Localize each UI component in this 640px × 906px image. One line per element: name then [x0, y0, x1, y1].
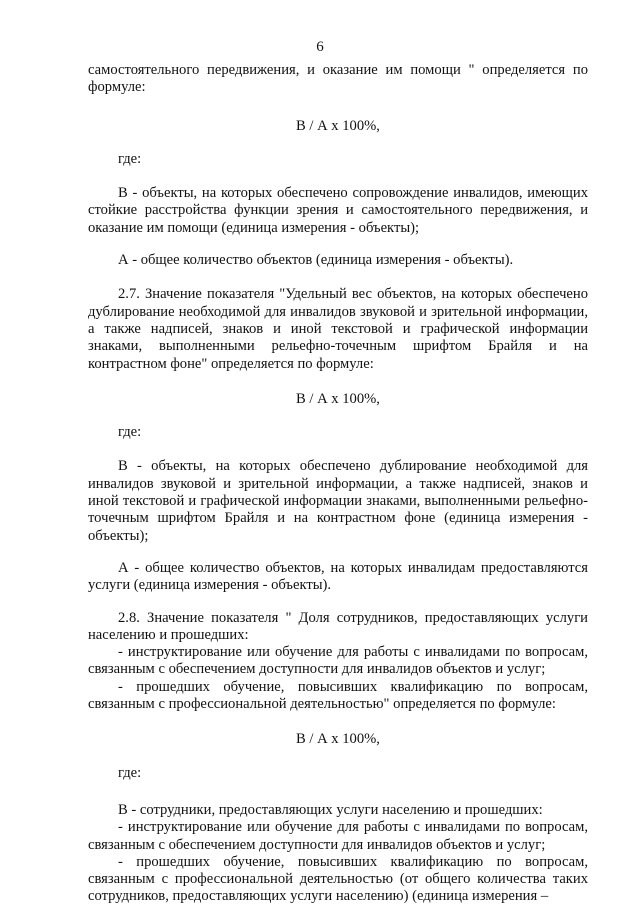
- definition-a-2: А - общее количество объектов, на которых инвалидам предоставляются услуги (единица измерения - объекты).: [88, 559, 588, 594]
- definition-b-3-item-2: - прошедших обучение, повысивших квалификацию по вопросам, связанным с профессиональной деятельностью (от общего количества таких сотрудников, предоставляющих услуги населению) (единица измерения –: [88, 853, 588, 905]
- definition-a-1: А - общее количество объектов (единица измерения - объекты).: [118, 252, 514, 269]
- section-2-8: 2.8. Значение показателя " Доля сотрудников, предоставляющих услуги населению и прошедших:: [88, 609, 588, 643]
- section-2-7: 2.7. Значение показателя "Удельный вес объектов, на которых обеспечено дублирование необходимой для инвалидов звуковой и зрительной информации, а также надписей, знаков и иной текстовой и графической информации знаками, выполненными рельефно-точечным шрифтом Брайля и на контрастном фоне" определяется по формуле:: [88, 286, 588, 372]
- definition-b-3: В - сотрудники, предоставляющих услуги населению и прошедших:: [118, 801, 543, 818]
- where-label-3: где:: [118, 764, 142, 781]
- definition-b-3-item-1: - инструктирование или обучение для работы с инвалидами по вопросам, связанным с обеспечением доступности для инвалидов объектов и услуг;: [88, 819, 588, 853]
- formula-1: В / А х 100%,: [296, 117, 380, 134]
- where-label-1: где:: [118, 150, 142, 167]
- paragraph-continuation: самостоятельного передвижения, и оказание им помощи " определяется по формуле:: [88, 62, 588, 96]
- where-label-2: где:: [118, 424, 142, 441]
- page-number: 6: [316, 39, 324, 55]
- formula-3: В / А х 100%,: [296, 731, 380, 748]
- document-body: [88, 62, 588, 906]
- section-2-8-item-1: - инструктирование или обучение для работы с инвалидами по вопросам, связанным с обеспечением доступности для инвалидов объектов и услуг;: [88, 644, 588, 678]
- definition-b-2: В - объекты, на которых обеспечено дублирование необходимой для инвалидов звуковой и зрительной информации, а также надписей, знаков и иной текстовой и графической информации знаками, выполненными рельефно-точечным шрифтом Брайля и на контрастном фоне (единица измерения - объекты);: [88, 458, 588, 544]
- section-2-8-item-2: - прошедших обучение, повысивших квалификацию по вопросам, связанным с профессиональной деятельностью" определяется по формуле:: [88, 678, 588, 713]
- definition-b-1: В - объекты, на которых обеспечено сопровождение инвалидов, имеющих стойкие расстройства функции зрения и самостоятельного передвижения, и оказание им помощи (единица измерения - объекты);: [88, 185, 588, 236]
- formula-2: В / А х 100%,: [296, 390, 380, 407]
